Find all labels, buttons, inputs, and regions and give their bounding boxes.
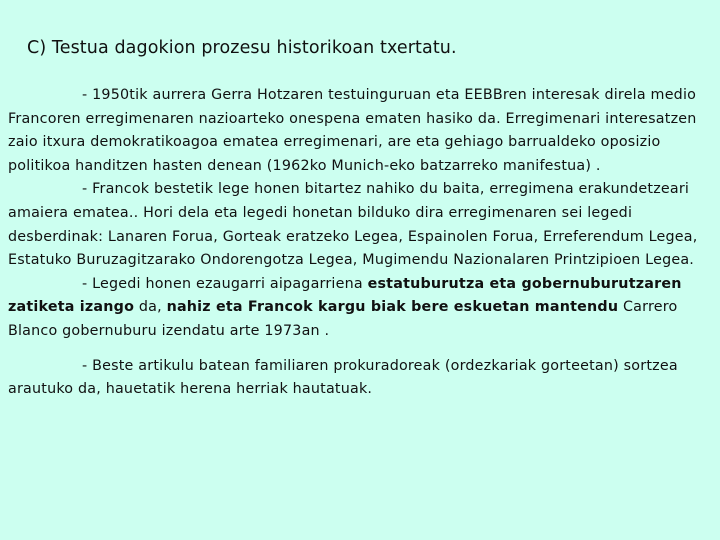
paragraph-family-procurators: - Beste artikulu batean familiaren prokuradoreak (ordezkariak gorteetan) sortzea arautuko da, hauetatik herena herriak hautatuak. <box>8 357 678 398</box>
key-feature-text-1: - Legedi honen ezaugarri aipagarriena <box>82 275 368 292</box>
body-text <box>8 84 713 402</box>
section-heading: C) Testua dagokion prozesu historikoan txertatu. <box>27 38 457 58</box>
paragraph-key-feature <box>8 273 713 344</box>
key-feature-bold-2: nahiz eta Francok kargu biak bere eskuetan mantendu <box>166 299 619 316</box>
paragraph-institutionalization: - Francok bestetik lege honen bitartez nahiko du baita, erregimena erakundetzeari amaiera ematea.. Hori dela eta legedi honetan bilduko dira erregimenaren sei legedi desberdinak: Lanaren Forua, Gorteak eratzeko Legea, Espainolen Forua, Erreferendum Legea, Estatuko Buruzagitzarako Ondorengotza Legea, Mugimendu Nazionalaren Printzipioen Legea. <box>8 181 698 269</box>
key-feature-bold-1: estatuburutza eta gobernuburutzaren zatiketa izango <box>8 275 682 316</box>
key-feature-text-2: da, <box>134 299 167 316</box>
paragraph-cold-war-context: - 1950tik aurrera Gerra Hotzaren testuinguruan eta EEBBren interesak direla medio Francoren erregimenaren nazioarteko onespena ematen hasiko da. Erregimenari interesatzen zaio itxura demokratikoagoa ematea erregimenari, are eta gehiago barrualdeko oposizio politikoa handitzen hasten denean (1962ko Munich-eko batzarreko manifestua) . <box>8 87 697 174</box>
key-feature-text-3: Carrero Blanco gobernuburu izendatu arte 1973an . <box>8 299 678 339</box>
